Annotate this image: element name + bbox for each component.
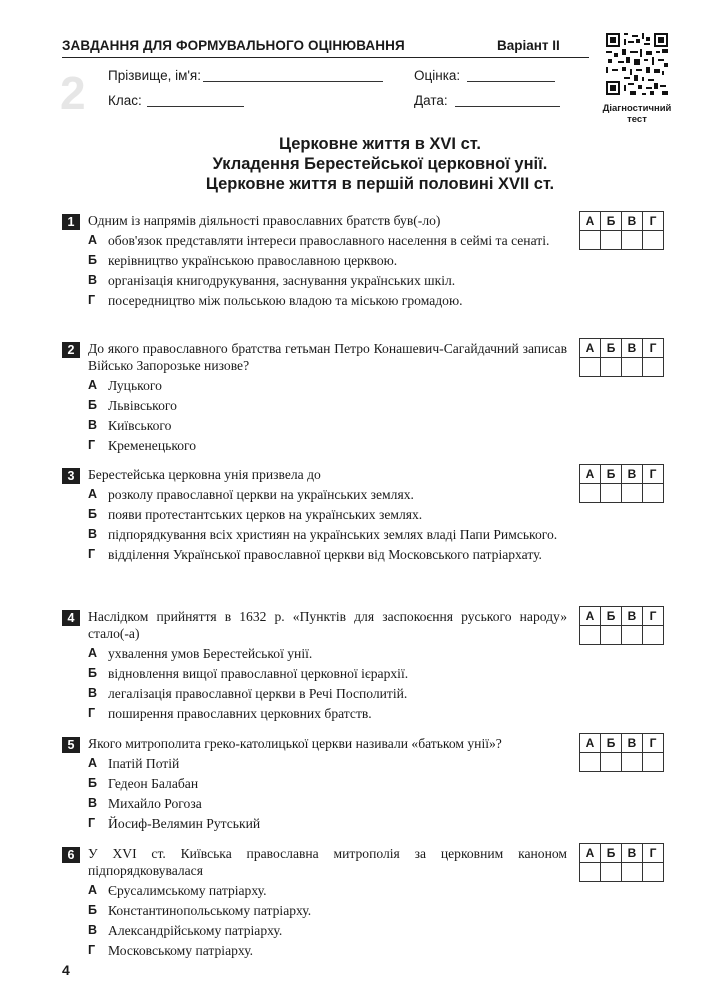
question-text: Наслідком прийняття в 1632 р. «Пунктів для заспокоєння руського народу» стало(-а) bbox=[88, 609, 567, 641]
answer-header: Г bbox=[643, 844, 664, 863]
option-a bbox=[88, 755, 567, 772]
option-d bbox=[88, 942, 567, 959]
answer-cell[interactable] bbox=[643, 626, 664, 645]
option-letter: В bbox=[88, 923, 98, 937]
option-a bbox=[88, 486, 567, 503]
option-letter: Г bbox=[88, 943, 96, 957]
option-letter: В bbox=[88, 527, 98, 541]
question-text: Якого митрополита греко-католицької церкви називали «батьком унії»? bbox=[88, 736, 502, 751]
answer-cell[interactable] bbox=[622, 753, 643, 772]
answer-header: А bbox=[580, 734, 601, 753]
option-b bbox=[88, 775, 567, 792]
option-letter: Г bbox=[88, 706, 96, 720]
answer-cell[interactable] bbox=[580, 484, 601, 503]
answer-grid-3 bbox=[579, 464, 664, 503]
option-text: поширення православних церковних братств. bbox=[108, 706, 372, 721]
question-number: 2 bbox=[62, 342, 80, 358]
option-d bbox=[88, 815, 567, 832]
option-a bbox=[88, 377, 567, 394]
option-text: Київського bbox=[108, 418, 172, 433]
answer-cell[interactable] bbox=[643, 231, 664, 250]
question-3 bbox=[62, 466, 567, 563]
option-b bbox=[88, 902, 567, 919]
option-letter: А bbox=[88, 233, 98, 247]
question-text: До якого православного братства гетьман Петро Конашевич-Сагайдачний записав Військо Запорозьке низове? bbox=[88, 341, 567, 373]
answer-header: А bbox=[580, 844, 601, 863]
option-text: Михайло Рогоза bbox=[108, 796, 202, 811]
name-field[interactable] bbox=[203, 81, 383, 82]
option-text: Кременецького bbox=[108, 438, 197, 453]
answer-cell[interactable] bbox=[601, 626, 622, 645]
option-b bbox=[88, 397, 567, 414]
qr-code-icon[interactable] bbox=[606, 33, 668, 95]
option-c bbox=[88, 685, 567, 702]
option-text: Львівського bbox=[108, 398, 177, 413]
answer-cell[interactable] bbox=[601, 753, 622, 772]
option-text: обов'язок представляти інтереси православного населення в сеймі та сенаті. bbox=[108, 233, 550, 248]
header-divider bbox=[62, 57, 589, 58]
answer-header: Г bbox=[643, 607, 664, 626]
answer-header: А bbox=[580, 212, 601, 231]
grade-label: Оцінка: bbox=[414, 68, 461, 83]
question-text: Одним із напрямів діяльності православних братств був(-ло) bbox=[88, 213, 441, 228]
answer-cell[interactable] bbox=[643, 863, 664, 882]
option-text: організація книгодрукування, заснування українських шкіл. bbox=[108, 273, 456, 288]
answer-header: В bbox=[622, 339, 643, 358]
option-text: Луцького bbox=[108, 378, 162, 393]
class-label: Клас: bbox=[108, 93, 142, 108]
grade-field[interactable] bbox=[467, 81, 555, 82]
option-letter: В bbox=[88, 273, 98, 287]
answer-header: В bbox=[622, 844, 643, 863]
option-b bbox=[88, 252, 567, 269]
answer-cell[interactable] bbox=[601, 358, 622, 377]
question-number: 4 bbox=[62, 610, 80, 626]
answer-header: А bbox=[580, 339, 601, 358]
option-letter: А bbox=[88, 646, 98, 660]
option-letter: В bbox=[88, 418, 98, 432]
worksheet-number: 2 bbox=[60, 67, 86, 119]
option-letter: Г bbox=[88, 438, 96, 452]
option-letter: А bbox=[88, 756, 98, 770]
option-text: керівництво українською православною церквою. bbox=[108, 253, 398, 268]
answer-grid-5 bbox=[579, 733, 664, 772]
answer-cell[interactable] bbox=[601, 231, 622, 250]
option-letter: В bbox=[88, 796, 98, 810]
answer-header: В bbox=[622, 734, 643, 753]
option-text: Александрійському патріарху. bbox=[108, 923, 283, 938]
answer-cell[interactable] bbox=[622, 358, 643, 377]
answer-header: Б bbox=[601, 734, 622, 753]
answer-cell[interactable] bbox=[643, 484, 664, 503]
answer-cell[interactable] bbox=[601, 484, 622, 503]
option-letter: Б bbox=[88, 253, 97, 267]
answer-grid-4 bbox=[579, 606, 664, 645]
option-a bbox=[88, 645, 567, 662]
option-text: підпорядкування всіх християн на українських землях владі Папи Римського. bbox=[108, 527, 558, 542]
answer-header: Б bbox=[601, 339, 622, 358]
answer-cell[interactable] bbox=[622, 626, 643, 645]
option-letter: Б bbox=[88, 903, 97, 917]
answer-cell[interactable] bbox=[622, 231, 643, 250]
answer-cell[interactable] bbox=[580, 626, 601, 645]
option-c bbox=[88, 272, 567, 289]
title-line-2: Укладення Берестейської церковної унії. bbox=[212, 155, 548, 173]
option-letter: А bbox=[88, 883, 98, 897]
answer-cell[interactable] bbox=[580, 358, 601, 377]
worksheet-title: ЗАВДАННЯ ДЛЯ ФОРМУВАЛЬНОГО ОЦІНЮВАННЯ bbox=[62, 38, 405, 53]
answer-cell[interactable] bbox=[622, 863, 643, 882]
option-text: легалізація православної церкви в Речі Посполитій. bbox=[108, 686, 408, 701]
option-c bbox=[88, 526, 567, 543]
answer-header: Б bbox=[601, 465, 622, 484]
option-text: Єрусалимському патріарху. bbox=[108, 883, 267, 898]
answer-cell[interactable] bbox=[580, 863, 601, 882]
option-text: Іпатій Потій bbox=[108, 756, 180, 771]
date-field[interactable] bbox=[455, 106, 560, 107]
question-1 bbox=[62, 212, 567, 309]
answer-grid-1 bbox=[579, 211, 664, 250]
qr-caption: Діагностичний тест bbox=[602, 103, 672, 125]
answer-cell[interactable] bbox=[622, 484, 643, 503]
title-line-3: Церковне життя в першій половині XVII ст. bbox=[205, 175, 555, 193]
option-d bbox=[88, 546, 567, 563]
name-label: Прізвище, ім'я: bbox=[108, 68, 201, 83]
answer-cell[interactable] bbox=[643, 358, 664, 377]
option-letter: А bbox=[88, 487, 98, 501]
option-d bbox=[88, 437, 567, 454]
option-text: відділення Української православної церкви від Московського патріархату. bbox=[108, 547, 542, 562]
page-number: 4 bbox=[62, 962, 70, 978]
answer-header: В bbox=[622, 465, 643, 484]
answer-cell[interactable] bbox=[580, 753, 601, 772]
option-d bbox=[88, 292, 567, 309]
question-number: 6 bbox=[62, 847, 80, 863]
option-b bbox=[88, 506, 567, 523]
answer-header: Г bbox=[643, 212, 664, 231]
question-number: 3 bbox=[62, 468, 80, 484]
option-c bbox=[88, 922, 567, 939]
option-text: Константинопольському патріарху. bbox=[108, 903, 312, 918]
answer-grid-2 bbox=[579, 338, 664, 377]
class-field[interactable] bbox=[147, 106, 244, 107]
option-c bbox=[88, 795, 567, 812]
option-letter: Г bbox=[88, 547, 96, 561]
option-text: Йосиф-Велямин Рутський bbox=[108, 816, 261, 831]
question-4 bbox=[62, 608, 567, 722]
option-text: посередництво між польською владою та міською громадою. bbox=[108, 293, 463, 308]
answer-header: Г bbox=[643, 465, 664, 484]
question-2 bbox=[62, 340, 567, 454]
question-text: Берестейська церковна унія призвела до bbox=[88, 467, 321, 482]
question-5 bbox=[62, 735, 567, 832]
option-letter: А bbox=[88, 378, 98, 392]
answer-cell[interactable] bbox=[643, 753, 664, 772]
answer-cell[interactable] bbox=[580, 231, 601, 250]
answer-header: В bbox=[622, 607, 643, 626]
option-b bbox=[88, 665, 567, 682]
option-letter: В bbox=[88, 686, 98, 700]
question-text: У XVI ст. Київська православна митрополія за церковним каноном підпорядковувалася bbox=[88, 846, 567, 878]
answer-header: Б bbox=[601, 844, 622, 863]
option-letter: Г bbox=[88, 816, 96, 830]
option-text: Московському патріарху. bbox=[108, 943, 254, 958]
answer-header: Г bbox=[643, 339, 664, 358]
option-text: Гедеон Балабан bbox=[108, 776, 199, 791]
question-6 bbox=[62, 845, 567, 959]
option-text: ухвалення умов Берестейської унії. bbox=[108, 646, 313, 661]
option-letter: Б bbox=[88, 666, 97, 680]
page-title bbox=[100, 134, 660, 194]
option-text: розколу православної церкви на українських землях. bbox=[108, 487, 414, 502]
option-a bbox=[88, 232, 567, 249]
option-letter: Б bbox=[88, 507, 97, 521]
answer-header: В bbox=[622, 212, 643, 231]
option-d bbox=[88, 705, 567, 722]
answer-header: Г bbox=[643, 734, 664, 753]
option-letter: Б bbox=[88, 398, 97, 412]
title-line-1: Церковне життя в XVI ст. bbox=[278, 135, 481, 153]
answer-header: А bbox=[580, 607, 601, 626]
option-text: появи протестантських церков на українських землях. bbox=[108, 507, 423, 522]
option-a bbox=[88, 882, 567, 899]
date-label: Дата: bbox=[414, 93, 448, 108]
answer-header: Б bbox=[601, 607, 622, 626]
answer-header: Б bbox=[601, 212, 622, 231]
variant-label: Варіант ІІ bbox=[497, 38, 560, 53]
answer-grid-6 bbox=[579, 843, 664, 882]
question-number: 1 bbox=[62, 214, 80, 230]
option-letter: Б bbox=[88, 776, 97, 790]
answer-cell[interactable] bbox=[601, 863, 622, 882]
option-text: відновлення вищої православної церковної ієрархії. bbox=[108, 666, 409, 681]
option-letter: Г bbox=[88, 293, 96, 307]
question-number: 5 bbox=[62, 737, 80, 753]
option-c bbox=[88, 417, 567, 434]
answer-header: А bbox=[580, 465, 601, 484]
